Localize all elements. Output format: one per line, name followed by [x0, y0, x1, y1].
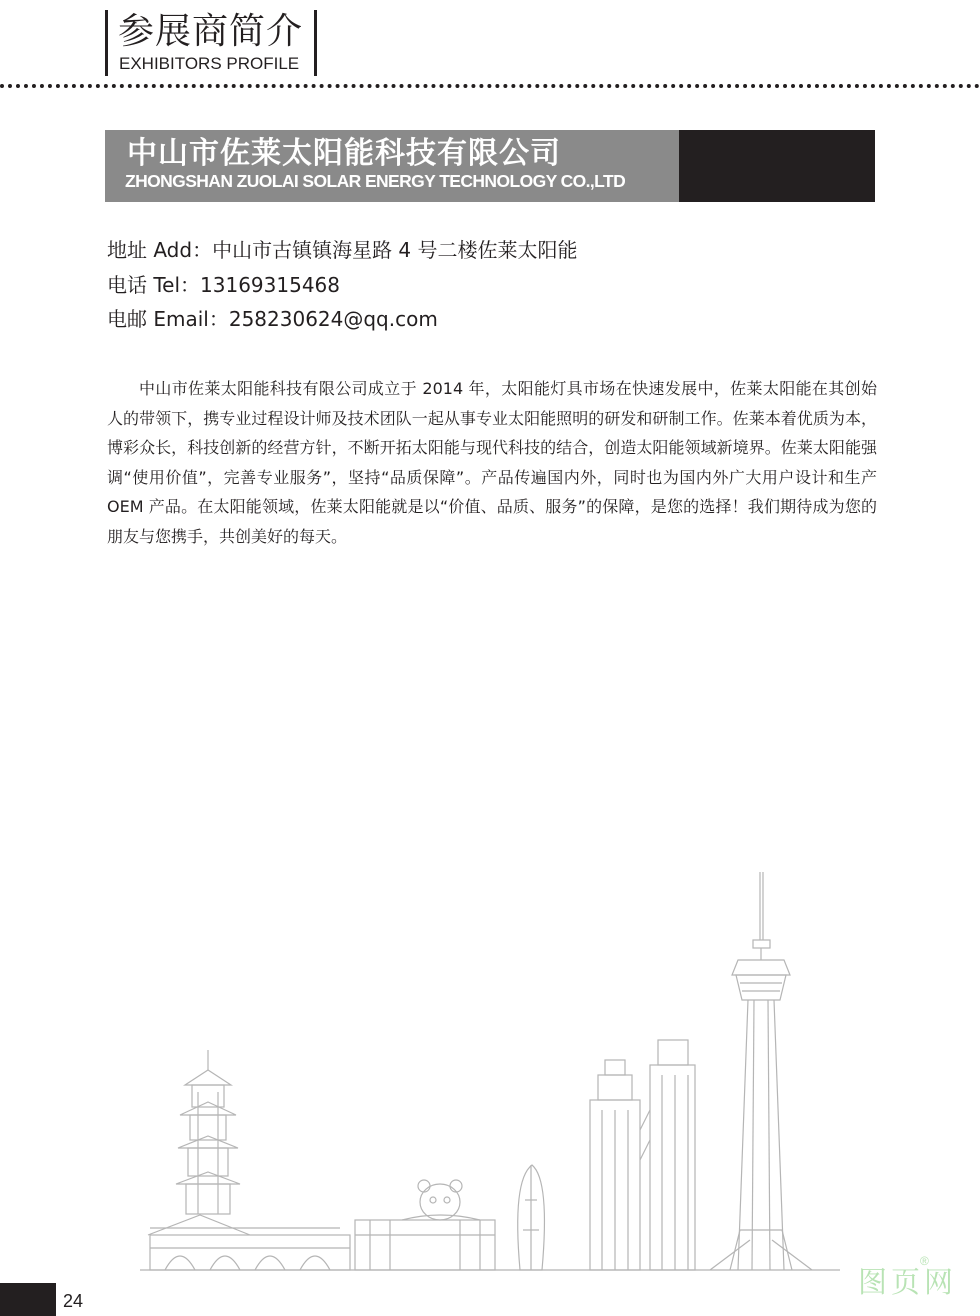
header-bar-left	[105, 10, 108, 76]
page-number: 24	[63, 1291, 84, 1311]
sail-tower-drawing	[518, 1165, 545, 1270]
office-towers-drawing	[590, 1040, 695, 1270]
contact-email: 电邮 Email：258230624@qq.com	[107, 307, 438, 331]
pagoda-drawing	[148, 1050, 350, 1270]
section-subtitle: EXHIBITORS PROFILE	[119, 54, 300, 73]
contact-phone: 电话 Tel：13169315468	[107, 273, 341, 297]
registered-mark: ®	[920, 1254, 929, 1268]
dotted-divider	[0, 84, 980, 88]
city-skyline-illustration	[140, 860, 840, 1275]
contact-address: 地址 Add：中山市古镇镇海星路 4 号二楼佐莱太阳能	[107, 238, 578, 262]
header-bar-right	[314, 10, 317, 76]
panda-building-drawing	[355, 1180, 495, 1270]
section-title: 参展商简介	[118, 11, 304, 52]
watermark-logo: 图页网	[858, 1265, 958, 1299]
company-introduction: 中山市佐莱太阳能科技有限公司成立于 2014 年，太阳能灯具市场在快速发展中，佐莱太阳能在其创始人的带领下，携专业过程设计师及技术团队一起从事专业太阳能照明的研发和研制工作。佐莱本着优质为本，博彩众长，科技创新的经营方针，不断开拓太阳能与现代科技的结合，创造太阳能领域新境界。佐莱太阳能强调“使用价值”，完善专业服务”，坚持“品质保障”。产品传遍国内外，同时也为国内外广大用户设计和生产 OEM 产品。在太阳能领域，佐莱太阳能就是以“价值、品质、服务”的保障，是您的选择！我们期待成为您的朋友与您携手，共创美好的每天。	[107, 379, 877, 546]
company-banner	[105, 130, 875, 202]
company-name-en: ZHONGSHAN ZUOLAI SOLAR ENERGY TECHNOLOGY CO.,LTD	[125, 171, 626, 191]
tv-tower-drawing	[710, 872, 812, 1270]
page-number-block	[0, 1283, 56, 1316]
company-name-cn: 中山市佐莱太阳能科技有限公司	[127, 136, 561, 171]
